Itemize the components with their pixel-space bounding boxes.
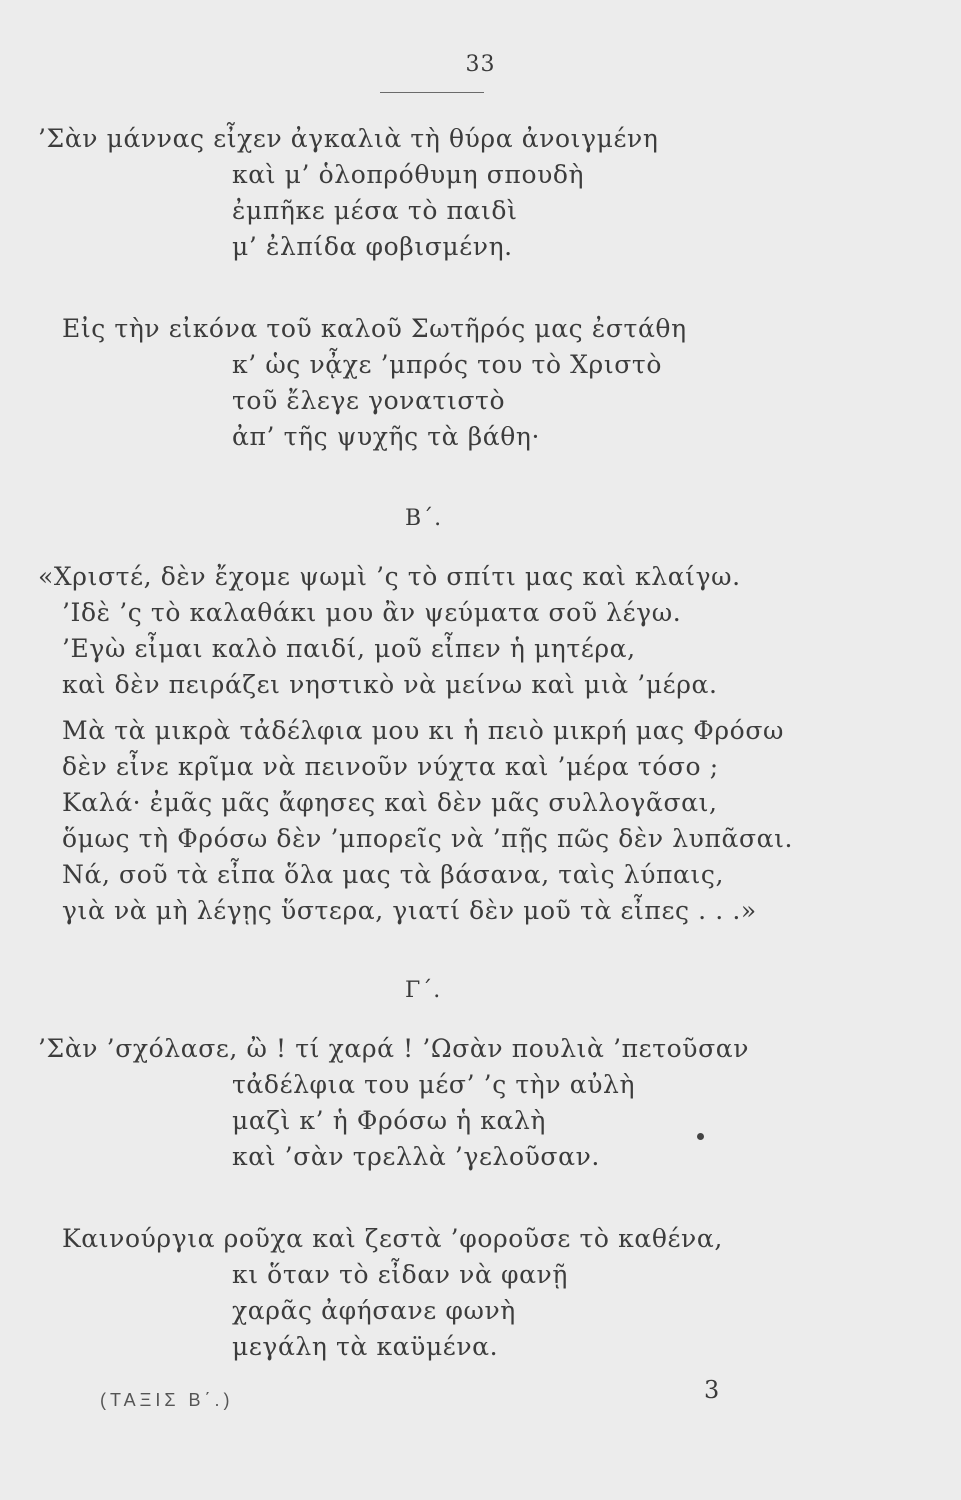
poem-line: κι ὅταν τὸ εἶδαν νὰ φανῇ [232,1260,568,1289]
poem-line: ’Σὰν ’σχόλασε, ὢ ! τί χαρά ! ’Ωσὰν πουλιὰ ’πετοῦσαν [38,1034,750,1063]
page-number: 33 [465,52,496,77]
poem-line: ’Σὰν μάννας εἶχεν ἀγκαλιὰ τὴ θύρα ἀνοιγμένη [38,124,659,153]
poem-line: ἐμπῆκε μέσα τὸ παιδὶ [232,196,518,225]
poem-line: μεγάλη τὰ καϋμένα. [232,1332,499,1361]
poem-line: Καλά· ἐμᾶς μᾶς ἄφησες καὶ δὲν μᾶς συλλογᾶσαι, [62,788,718,817]
poem-line: Μὰ τὰ μικρὰ τἀδέλφια μου κι ἡ πειὸ μικρή μας Φρόσω [62,716,784,745]
poem-line: γιὰ νὰ μὴ λέγῃς ὕστερα, γιατί δὲν μοῦ τὰ εἶπες . . .» [62,896,757,925]
poem-line: καὶ δὲν πειράζει νηστικὸ νὰ μείνω καὶ μιὰ ’μέρα. [62,670,718,699]
section-c-heading: Γ΄. [405,978,442,1003]
poem-line: Καινούργια ροῦχα καὶ ζεστὰ ’φοροῦσε τὸ καθένα, [62,1224,723,1253]
poem-line: ’Ιδὲ ’ς τὸ καλαθάκι μου ἂν ψεύματα σοῦ λέγω. [62,598,682,627]
poem-line: μ’ ἐλπίδα φοβισμένη. [232,232,513,261]
poem-line: Νά, σοῦ τὰ εἶπα ὅλα μας τὰ βάσανα, ταὶς λύπαις, [62,860,725,889]
printer-signature: (ΤΑΞΙΣ Β΄.) [100,1390,234,1410]
ink-speck [697,1133,704,1140]
poem-line: «Χριστέ, δὲν ἔχομε ψωμὶ ’ς τὸ σπίτι μας καὶ κλαίγω. [38,562,741,591]
poem-line: τἀδέλφια του μέσ’ ’ς τὴν αὐλὴ [232,1070,636,1099]
poem-line: τοῦ ἔλεγε γονατιστὸ [232,386,506,415]
poem-line: ὅμως τὴ Φρόσω δὲν ’μπορεῖς νὰ ’πῇς πῶς δὲν λυπᾶσαι. [62,824,794,853]
poem-line: μαζὶ κ’ ἡ Φρόσω ἡ καλὴ [232,1106,546,1135]
poem-line: ’Εγὼ εἶμαι καλὸ παιδί, μοῦ εἶπεν ἡ μητέρα, [62,634,636,663]
poem-line: Εἰς τὴν εἰκόνα τοῦ καλοῦ Σωτῆρός μας ἐστάθη [62,314,687,343]
header-rule [380,92,484,93]
poem-line: καὶ μ’ ὁλοπρόθυμη σπουδὴ [232,160,585,189]
signature-number: 3 [704,1376,720,1404]
poem-line: κ’ ὡς νᾆχε ’μπρός του τὸ Χριστὸ [232,350,663,379]
poem-line: ἀπ’ τῆς ψυχῆς τὰ βάθη· [232,422,541,451]
section-b-heading: Β΄. [405,506,443,531]
poem-line: δὲν εἶνε κρῖμα νὰ πεινοῦν νύχτα καὶ ’μέρα τόσο ; [62,752,719,781]
poem-line: χαρᾶς ἀφήσανε φωνὴ [232,1296,516,1325]
poem-line: καὶ ’σὰν τρελλὰ ’γελοῦσαν. [232,1142,600,1171]
